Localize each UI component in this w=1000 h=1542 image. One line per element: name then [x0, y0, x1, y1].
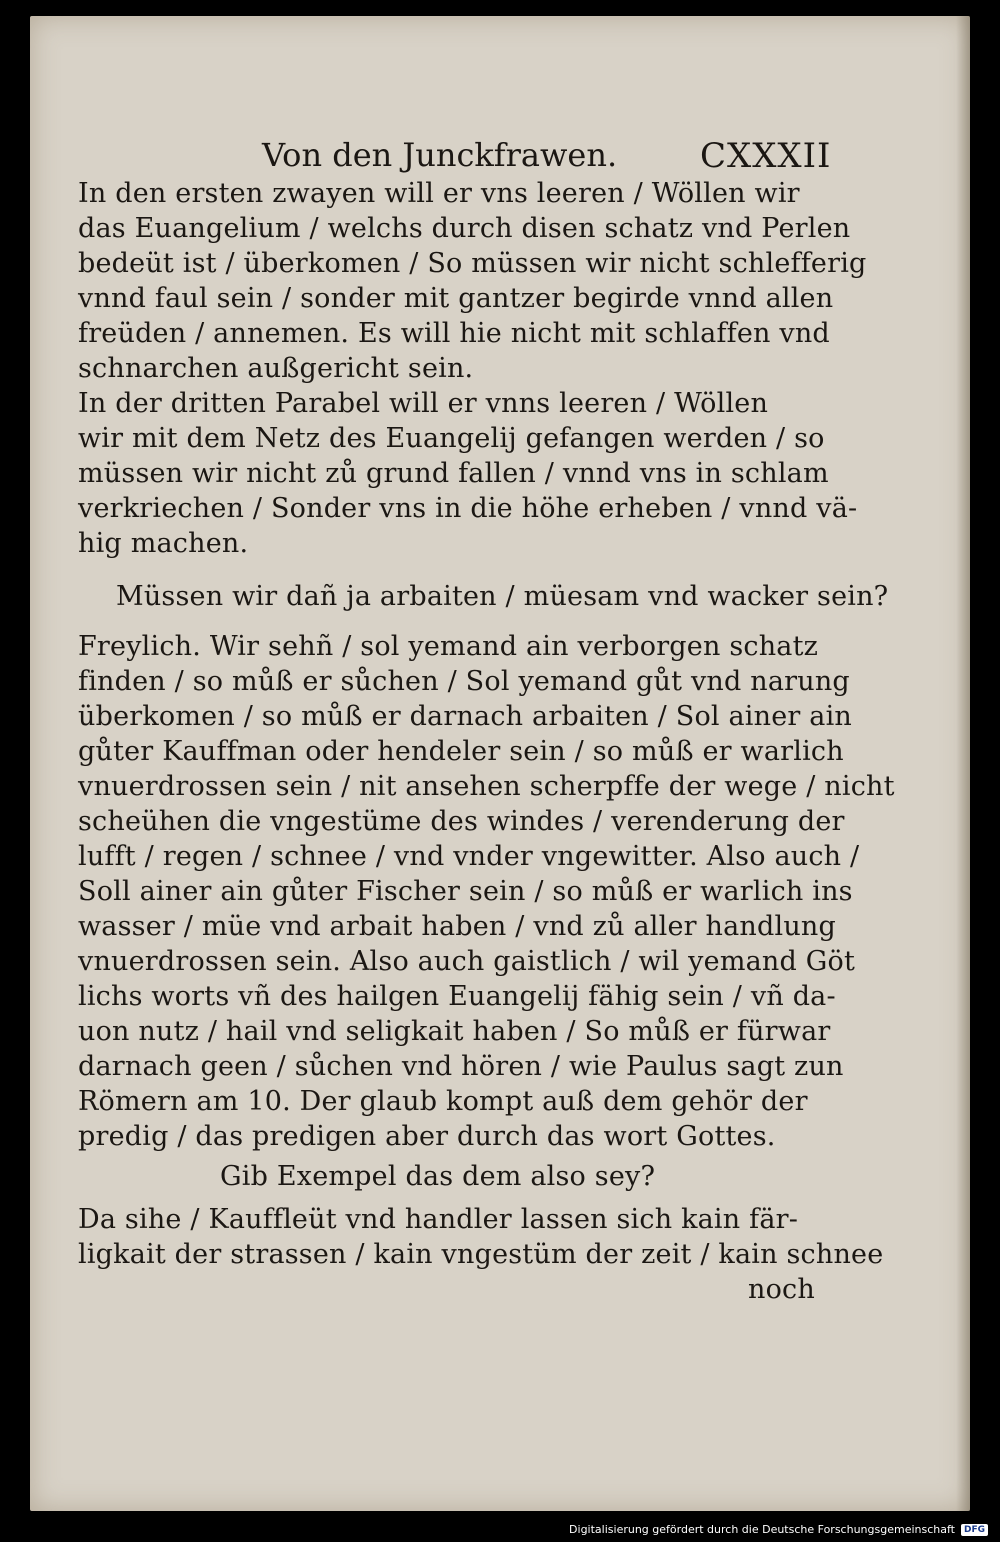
catchword: noch: [748, 1274, 815, 1305]
text-line: schnarchen außgericht sein.: [78, 353, 474, 384]
text-line: Römern am 10. Der glaub kompt auß dem gehör der: [78, 1086, 808, 1117]
digitization-footer: [569, 1523, 988, 1536]
text-line: vnuerdrossen sein / nit ansehen scherpffe der wege / nicht: [78, 771, 895, 802]
text-line: hig machen.: [78, 528, 249, 559]
text-line: predig / das predigen aber durch das wort Gottes.: [78, 1121, 776, 1152]
text-line: vnuerdrossen sein. Also auch gaistlich / wil yemand Göt: [78, 946, 856, 977]
text-line: finden / so můß er sůchen / Sol yemand gůt vnd narung: [78, 666, 850, 697]
dfg-logo: DFG: [961, 1524, 988, 1536]
text-line: uon nutz / hail vnd seligkait haben / So můß er fürwar: [78, 1016, 831, 1047]
text-line: In der dritten Parabel will er vnns leeren / Wöllen: [78, 388, 769, 419]
book-page: [30, 16, 970, 1511]
text-line: wir mit dem Netz des Euangelij gefangen werden / so: [78, 423, 825, 454]
folio-number: CXXXII: [700, 136, 832, 176]
text-line: wasser / müe vnd arbait haben / vnd zů aller handlung: [78, 911, 836, 942]
text-line: scheühen die vngestüme des windes / verenderung der: [78, 806, 845, 837]
question-line: Müssen wir dañ ja arbaiten / müesam vnd wacker sein?: [116, 581, 889, 612]
text-line: müssen wir nicht zů grund fallen / vnnd vns in schlam: [78, 458, 829, 489]
text-line: Soll ainer ain gůter Fischer sein / so můß er warlich ins: [78, 876, 853, 907]
footer-text: Digitalisierung gefördert durch die Deutsche Forschungsgemeinschaft: [569, 1523, 955, 1536]
text-line: darnach geen / sůchen vnd hören / wie Paulus sagt zun: [78, 1051, 844, 1082]
text-line: gůter Kauffman oder hendeler sein / so můß er warlich: [78, 736, 844, 767]
text-line: Freylich. Wir sehñ / sol yemand ain verborgen schatz: [78, 631, 819, 662]
text-line: überkomen / so můß er darnach arbaiten / Sol ainer ain: [78, 701, 853, 732]
text-line: das Euangelium / welchs durch disen schatz vnd Perlen: [78, 213, 851, 244]
text-line: freüden / annemen. Es will hie nicht mit schlaffen vnd: [78, 318, 830, 349]
text-line: Da sihe / Kauffleüt vnd handler lassen sich kain fär-: [78, 1204, 799, 1235]
running-header: Von den Junckfrawen.: [262, 136, 618, 174]
text-line: vnnd faul sein / sonder mit gantzer begirde vnnd allen: [78, 283, 834, 314]
text-line: bedeüt ist / überkomen / So müssen wir nicht schlefferig: [78, 248, 867, 279]
text-line: verkriechen / Sonder vns in die höhe erheben / vnnd vä-: [78, 493, 858, 524]
text-line: lufft / regen / schnee / vnd vnder vngewitter. Also auch /: [78, 841, 860, 872]
text-line: lichs worts vñ des hailgen Euangelij fähig sein / vñ da-: [78, 981, 836, 1012]
text-line: In den ersten zwayen will er vns leeren / Wöllen wir: [78, 178, 800, 209]
question-line: Gib Exempel das dem also sey?: [220, 1161, 656, 1192]
text-line: ligkait der strassen / kain vngestüm der zeit / kain schnee: [78, 1239, 884, 1270]
